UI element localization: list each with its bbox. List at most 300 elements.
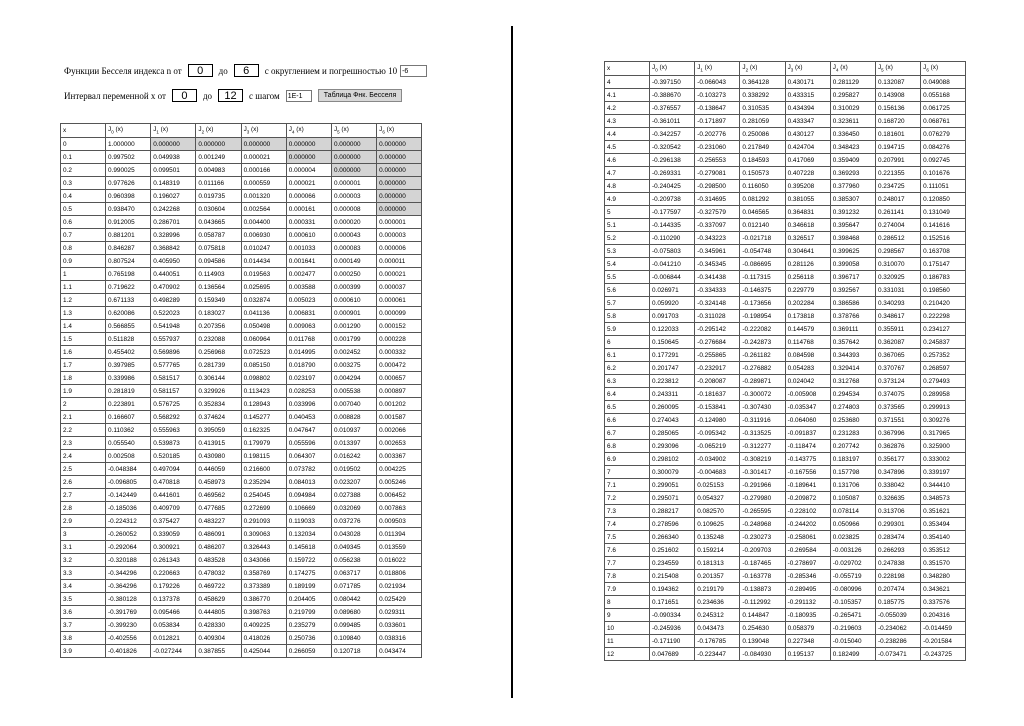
bessel-value-cell: 0.009503 xyxy=(377,515,422,528)
bessel-value-cell: 0.381055 xyxy=(785,193,830,206)
bessel-value-cell: 0.023207 xyxy=(331,476,376,489)
bessel-value-cell: 0.094984 xyxy=(286,489,331,502)
table-header-row xyxy=(605,62,966,76)
table-row xyxy=(605,76,966,89)
rounding-label xyxy=(265,66,397,76)
bessel-value-cell: 0.195137 xyxy=(785,648,830,661)
bessel-value-cell: 0.391232 xyxy=(830,206,875,219)
bessel-value-cell: 0.150573 xyxy=(740,167,785,180)
x-value-cell: 2 xyxy=(61,398,106,411)
table-row xyxy=(605,622,966,635)
table-row xyxy=(61,528,422,541)
bessel-value-cell: 0.076279 xyxy=(921,128,966,141)
x-value-cell: 0.4 xyxy=(61,190,106,203)
bessel-value-cell: 0.374624 xyxy=(196,411,241,424)
bessel-value-cell: 0.425044 xyxy=(241,645,286,658)
bessel-value-cell: 0.019735 xyxy=(196,190,241,203)
index-range-controls xyxy=(61,64,430,77)
bessel-value-cell: 0.000399 xyxy=(331,281,376,294)
x-value-cell: 4.4 xyxy=(605,128,650,141)
table-row xyxy=(61,164,422,177)
bessel-value-cell: 0.765198 xyxy=(106,268,151,281)
table-row xyxy=(61,333,422,346)
x-value-cell: 7.3 xyxy=(605,505,650,518)
bessel-value-cell: 0.120718 xyxy=(331,645,376,658)
table-row xyxy=(605,440,966,453)
bessel-value-cell: 0.373124 xyxy=(875,375,920,388)
bessel-value-cell: 0.000011 xyxy=(377,255,422,268)
bessel-value-cell: 0.326443 xyxy=(241,541,286,554)
table-row xyxy=(61,190,422,203)
bessel-value-cell: -0.090334 xyxy=(650,609,695,622)
bessel-value-cell: 0.000331 xyxy=(286,216,331,229)
x-value-cell: 7 xyxy=(605,466,650,479)
bessel-value-cell: 0.253680 xyxy=(830,414,875,427)
x-value-cell: 2.2 xyxy=(61,424,106,437)
bessel-value-cell: 0.001799 xyxy=(331,333,376,346)
bessel-value-cell: -0.269331 xyxy=(650,167,695,180)
bessel-value-cell: -0.208087 xyxy=(695,375,740,388)
x-value-cell: 2.6 xyxy=(61,476,106,489)
bessel-column-header xyxy=(921,62,966,76)
bessel-value-cell: 0.000021 xyxy=(377,268,422,281)
bessel-value-cell: -0.075803 xyxy=(650,245,695,258)
bessel-value-cell: 0.000000 xyxy=(151,138,196,151)
table-row xyxy=(605,232,966,245)
bessel-value-cell: 0.043028 xyxy=(331,528,376,541)
bessel-value-cell: 0.338292 xyxy=(740,89,785,102)
table-row xyxy=(605,245,966,258)
bessel-value-cell: 0.185775 xyxy=(875,596,920,609)
bessel-value-cell: 0.207991 xyxy=(875,154,920,167)
bessel-value-cell: -0.300072 xyxy=(740,388,785,401)
bessel-value-cell: -0.279980 xyxy=(740,492,785,505)
bessel-value-cell: -0.341438 xyxy=(695,271,740,284)
bessel-value-cell: -0.248968 xyxy=(740,518,785,531)
table-row xyxy=(605,544,966,557)
x-value-cell: 2.3 xyxy=(61,437,106,450)
bessel-value-cell: -0.034902 xyxy=(695,453,740,466)
bessel-value-cell: 0.455402 xyxy=(106,346,151,359)
bessel-value-cell: 0.098802 xyxy=(241,372,286,385)
x-value-cell: 0.6 xyxy=(61,216,106,229)
table-row xyxy=(61,203,422,216)
bessel-value-cell: 0.095466 xyxy=(151,606,196,619)
bessel-value-cell: -0.234062 xyxy=(875,622,920,635)
bessel-value-cell: -0.245936 xyxy=(650,622,695,635)
bessel-value-cell: 0.960398 xyxy=(106,190,151,203)
bessel-value-cell: 0.113423 xyxy=(241,385,286,398)
bessel-value-cell: 0.413915 xyxy=(196,437,241,450)
bessel-value-cell: 0.173818 xyxy=(785,310,830,323)
bessel-column-header xyxy=(830,62,875,76)
x-value-cell: 1.9 xyxy=(61,385,106,398)
bessel-value-cell: 0.150645 xyxy=(650,336,695,349)
bessel-value-cell: 0.288217 xyxy=(650,505,695,518)
bessel-value-cell: 0.059920 xyxy=(650,297,695,310)
bessel-value-cell: -0.202776 xyxy=(695,128,740,141)
bessel-value-cell: -0.185036 xyxy=(106,502,151,515)
bessel-symbol: J xyxy=(787,64,791,71)
bessel-value-cell: 0.256968 xyxy=(196,346,241,359)
index-to-input[interactable]: 6 xyxy=(234,64,259,77)
bessel-value-cell: 0.000066 xyxy=(286,190,331,203)
bessel-value-cell: 0.221355 xyxy=(875,167,920,180)
x-value-cell: 0.2 xyxy=(61,164,106,177)
bessel-value-cell: 0.000559 xyxy=(241,177,286,190)
bessel-value-cell: 0.317965 xyxy=(921,427,966,440)
bessel-value-cell: 0.339197 xyxy=(921,466,966,479)
bessel-value-cell: 0.353512 xyxy=(921,544,966,557)
bessel-value-cell: -0.261182 xyxy=(740,349,785,362)
bessel-value-cell: 0.012821 xyxy=(151,632,196,645)
bessel-value-cell: 0.114903 xyxy=(196,268,241,281)
x-value-cell: 6.8 xyxy=(605,440,650,453)
x-value-cell: 10 xyxy=(605,622,650,635)
x-value-cell: 1.3 xyxy=(61,307,106,320)
bessel-value-cell: 0.295071 xyxy=(650,492,695,505)
table-row xyxy=(605,258,966,271)
bessel-value-cell: 0.215408 xyxy=(650,570,695,583)
bessel-value-cell: 0.043665 xyxy=(196,216,241,229)
bessel-argument: (x) xyxy=(702,64,713,71)
bessel-value-cell: -0.112992 xyxy=(740,596,785,609)
bessel-value-cell: 0.364831 xyxy=(785,206,830,219)
bessel-value-cell: -0.223447 xyxy=(695,648,740,661)
bessel-value-cell: 0.064307 xyxy=(286,450,331,463)
bessel-value-cell: 0.131049 xyxy=(921,206,966,219)
bessel-table-right xyxy=(604,61,966,661)
bessel-value-cell: 0.049345 xyxy=(331,541,376,554)
x-value-cell: 1.8 xyxy=(61,372,106,385)
table-row xyxy=(605,596,966,609)
bessel-value-cell: -0.256553 xyxy=(695,154,740,167)
bessel-value-cell: 0.068761 xyxy=(921,115,966,128)
bessel-value-cell: 0.002653 xyxy=(377,437,422,450)
bessel-value-cell: -0.029702 xyxy=(830,557,875,570)
bessel-value-cell: 0.223891 xyxy=(106,398,151,411)
bessel-value-cell: 0.204405 xyxy=(286,593,331,606)
bessel-value-cell: 0.075818 xyxy=(196,242,241,255)
bessel-value-cell: -0.142449 xyxy=(106,489,151,502)
bessel-value-cell: 0.555963 xyxy=(151,424,196,437)
bessel-value-cell: 0.254045 xyxy=(241,489,286,502)
bessel-value-cell: -0.171897 xyxy=(695,115,740,128)
bessel-value-cell: 0.004225 xyxy=(377,463,422,476)
bessel-value-cell: 0.016022 xyxy=(377,554,422,567)
bessel-column-header xyxy=(695,62,740,76)
bessel-value-cell: 0.010937 xyxy=(331,424,376,437)
bessel-value-cell: 0.235294 xyxy=(241,476,286,489)
bessel-value-cell: 0.000897 xyxy=(377,385,422,398)
bessel-value-cell: -0.298500 xyxy=(695,180,740,193)
x-value-cell: 3.8 xyxy=(61,632,106,645)
bessel-value-cell: 0.386586 xyxy=(830,297,875,310)
bessel-value-cell: 0.417069 xyxy=(785,154,830,167)
bessel-value-cell: 0.181601 xyxy=(875,128,920,141)
table-row xyxy=(605,323,966,336)
x-value-cell: 7.5 xyxy=(605,531,650,544)
bessel-value-cell: 0.248017 xyxy=(875,193,920,206)
bessel-value-cell: 0.043474 xyxy=(377,645,422,658)
bessel-value-cell: 0.084013 xyxy=(286,476,331,489)
bessel-value-cell: 0.358769 xyxy=(241,567,286,580)
bessel-value-cell: 0.050498 xyxy=(241,320,286,333)
bessel-value-cell: 0.000000 xyxy=(196,138,241,151)
bessel-value-cell: 0.348617 xyxy=(875,310,920,323)
bessel-value-cell: 0.081292 xyxy=(740,193,785,206)
bessel-value-cell: 0.229779 xyxy=(785,284,830,297)
bessel-index: 1 xyxy=(156,129,159,135)
bessel-value-cell: 0.092745 xyxy=(921,154,966,167)
bessel-value-cell: 0.144579 xyxy=(785,323,830,336)
bessel-value-cell: 0.000043 xyxy=(331,229,376,242)
bessel-value-cell: 0.990025 xyxy=(106,164,151,177)
bessel-value-cell: 0.047647 xyxy=(286,424,331,437)
bessel-value-cell: 0.671133 xyxy=(106,294,151,307)
bessel-value-cell: -0.361011 xyxy=(650,115,695,128)
bessel-value-cell: 0.001641 xyxy=(286,255,331,268)
bessel-value-cell: 0.179226 xyxy=(151,580,196,593)
table-row xyxy=(61,437,422,450)
bessel-table-button[interactable]: Таблица Фнк. Бесселя xyxy=(318,89,403,102)
bessel-value-cell: 0.557937 xyxy=(151,333,196,346)
bessel-value-cell: 0.430171 xyxy=(785,76,830,89)
bessel-value-cell: 0.274043 xyxy=(650,414,695,427)
bessel-index: 3 xyxy=(790,67,794,73)
bessel-value-cell: 0.021934 xyxy=(377,580,422,593)
table-row xyxy=(605,570,966,583)
bessel-value-cell: 0.119033 xyxy=(286,515,331,528)
bessel-value-cell: 0.346618 xyxy=(785,219,830,232)
x-value-cell: 3.9 xyxy=(61,645,106,658)
bessel-value-cell: -0.021718 xyxy=(740,232,785,245)
bessel-value-cell: 0.091703 xyxy=(650,310,695,323)
bessel-value-cell: 0.000152 xyxy=(377,320,422,333)
bessel-value-cell: 0.234127 xyxy=(921,323,966,336)
table-row xyxy=(605,271,966,284)
x-value-cell: 7.1 xyxy=(605,479,650,492)
step-input[interactable]: 1E-1 xyxy=(286,90,312,102)
bessel-value-cell: 0.520185 xyxy=(151,450,196,463)
bessel-value-cell: 0.266059 xyxy=(286,645,331,658)
bessel-value-cell: -0.258061 xyxy=(785,531,830,544)
bessel-value-cell: 0.128943 xyxy=(241,398,286,411)
bessel-value-cell: 0.004294 xyxy=(331,372,376,385)
table-row xyxy=(605,427,966,440)
bessel-value-cell: 0.343621 xyxy=(921,583,966,596)
bessel-value-cell: -0.276684 xyxy=(695,336,740,349)
x-value-cell: 0.7 xyxy=(61,229,106,242)
bessel-value-cell: 0.000332 xyxy=(377,346,422,359)
bessel-value-cell: 0.340293 xyxy=(875,297,920,310)
x-value-cell: 4.5 xyxy=(605,141,650,154)
bessel-value-cell: -0.167556 xyxy=(785,466,830,479)
bessel-value-cell: 0.370767 xyxy=(875,362,920,375)
bessel-value-cell: 0.198115 xyxy=(241,450,286,463)
bessel-value-cell: 0.356177 xyxy=(875,453,920,466)
bessel-value-cell: 0.298567 xyxy=(875,245,920,258)
bessel-table-left xyxy=(60,123,422,658)
x-value-cell: 5.7 xyxy=(605,297,650,310)
bessel-value-cell: 0.392567 xyxy=(830,284,875,297)
bessel-value-cell: 0.000000 xyxy=(377,138,422,151)
bessel-value-cell: 0.085150 xyxy=(241,359,286,372)
table-row xyxy=(61,138,422,151)
bessel-value-cell: 0.409225 xyxy=(241,619,286,632)
bessel-value-cell: -0.342257 xyxy=(650,128,695,141)
bessel-value-cell: 0.387855 xyxy=(196,645,241,658)
bessel-value-cell: 0.283474 xyxy=(875,531,920,544)
bessel-value-cell: 0.000020 xyxy=(331,216,376,229)
bessel-value-cell: 0.424704 xyxy=(785,141,830,154)
table-row xyxy=(605,336,966,349)
bessel-index: 6 xyxy=(926,67,929,73)
x-value-cell: 7.7 xyxy=(605,557,650,570)
bessel-value-cell: 0.281126 xyxy=(785,258,830,271)
bessel-value-cell: -0.138647 xyxy=(695,102,740,115)
bessel-value-cell: 0.000000 xyxy=(286,151,331,164)
bessel-value-cell: -0.314695 xyxy=(695,193,740,206)
bessel-value-cell: 0.000061 xyxy=(377,294,422,307)
bessel-value-cell: 0.312768 xyxy=(830,375,875,388)
x-value-cell: 4.7 xyxy=(605,167,650,180)
table-row xyxy=(61,502,422,515)
bessel-value-cell: 0.019502 xyxy=(331,463,376,476)
bessel-value-cell: 0.177291 xyxy=(650,349,695,362)
precision-input[interactable]: -6 xyxy=(400,65,427,77)
bessel-value-cell: 0.268597 xyxy=(921,362,966,375)
table-row xyxy=(61,632,422,645)
table-row xyxy=(61,151,422,164)
bessel-value-cell: -0.308219 xyxy=(740,453,785,466)
bessel-index: 4 xyxy=(835,67,839,73)
bessel-value-cell: 0.997502 xyxy=(106,151,151,164)
bessel-index: 3 xyxy=(246,129,250,135)
bessel-value-cell: 0.008828 xyxy=(331,411,376,424)
bessel-value-cell: 0.329414 xyxy=(830,362,875,375)
bessel-value-cell: 0.881201 xyxy=(106,229,151,242)
bessel-value-cell: 0.398468 xyxy=(830,232,875,245)
bessel-value-cell: 0.470902 xyxy=(151,281,196,294)
bessel-value-cell: 0.478032 xyxy=(196,567,241,580)
table-row xyxy=(605,609,966,622)
bessel-value-cell: 0.001320 xyxy=(241,190,286,203)
bessel-value-cell: 0.111051 xyxy=(921,180,966,193)
bessel-value-cell: -0.177597 xyxy=(650,206,695,219)
bessel-value-cell: 0.281059 xyxy=(740,115,785,128)
bessel-value-cell: -0.086695 xyxy=(740,258,785,271)
bessel-value-cell: 0.080442 xyxy=(331,593,376,606)
x-value-cell: 0.5 xyxy=(61,203,106,216)
bessel-value-cell: -0.003126 xyxy=(830,544,875,557)
bessel-value-cell: 0.114768 xyxy=(785,336,830,349)
bessel-value-cell: 0.470818 xyxy=(151,476,196,489)
bessel-value-cell: 0.320925 xyxy=(875,271,920,284)
bessel-value-cell: 0.110362 xyxy=(106,424,151,437)
bessel-value-cell: 0.013397 xyxy=(331,437,376,450)
x-range-label: Интервал переменной x от xyxy=(64,90,166,101)
bessel-value-cell: -0.055039 xyxy=(875,609,920,622)
bessel-value-cell: 0.175147 xyxy=(921,258,966,271)
table-row xyxy=(61,424,422,437)
x-value-cell: 4.9 xyxy=(605,193,650,206)
bessel-value-cell: 0.005023 xyxy=(286,294,331,307)
bessel-value-cell: -0.401826 xyxy=(106,645,151,658)
bessel-value-cell: 0.576725 xyxy=(151,398,196,411)
bessel-value-cell: 0.272699 xyxy=(241,502,286,515)
bessel-value-cell: 0.181313 xyxy=(695,557,740,570)
bessel-value-cell: 0.004400 xyxy=(241,216,286,229)
bessel-value-cell: 0.000610 xyxy=(286,229,331,242)
x-to-input[interactable]: 12 xyxy=(218,89,243,102)
bessel-index: 0 xyxy=(111,129,114,135)
bessel-value-cell: 0.000161 xyxy=(286,203,331,216)
table-row xyxy=(605,583,966,596)
table-row xyxy=(61,359,422,372)
bessel-value-cell: 0.396717 xyxy=(830,271,875,284)
bessel-value-cell: 0.132034 xyxy=(286,528,331,541)
bessel-value-cell: 0.027388 xyxy=(331,489,376,502)
bessel-value-cell: 0.007863 xyxy=(377,502,422,515)
bessel-value-cell: 0.299913 xyxy=(921,401,966,414)
bessel-value-cell: 0.323611 xyxy=(830,115,875,128)
x-from-input[interactable]: 0 xyxy=(172,89,197,102)
bessel-value-cell: 0.348423 xyxy=(830,141,875,154)
x-value-cell: 1.4 xyxy=(61,320,106,333)
bessel-value-cell: -0.201584 xyxy=(921,635,966,648)
bessel-value-cell: 0.352834 xyxy=(196,398,241,411)
bessel-value-cell: 0.977626 xyxy=(106,177,151,190)
bessel-value-cell: -0.232917 xyxy=(695,362,740,375)
bessel-argument: (x) xyxy=(928,64,939,71)
bessel-value-cell: 0.227348 xyxy=(785,635,830,648)
bessel-value-cell: 0.278596 xyxy=(650,518,695,531)
bessel-value-cell: 0.043473 xyxy=(695,622,740,635)
x-value-cell: 6.1 xyxy=(605,349,650,362)
bessel-value-cell: 0.131706 xyxy=(830,479,875,492)
bessel-value-cell: 0.202284 xyxy=(785,297,830,310)
bessel-value-cell: -0.198954 xyxy=(740,310,785,323)
index-from-input[interactable]: 0 xyxy=(188,64,213,77)
bessel-value-cell: 0.234559 xyxy=(650,557,695,570)
bessel-value-cell: 0.581157 xyxy=(151,385,196,398)
x-value-cell: 4.1 xyxy=(605,89,650,102)
bessel-value-cell: 0.286512 xyxy=(875,232,920,245)
table-row xyxy=(61,320,422,333)
x-value-cell: 6.4 xyxy=(605,388,650,401)
bessel-value-cell: 0.144847 xyxy=(740,609,785,622)
x-value-cell: 7.8 xyxy=(605,570,650,583)
bessel-value-cell: 0.568292 xyxy=(151,411,196,424)
bessel-value-cell: 0.395059 xyxy=(196,424,241,437)
x-value-cell: 1.2 xyxy=(61,294,106,307)
bessel-value-cell: 0.569896 xyxy=(151,346,196,359)
bessel-symbol: J xyxy=(742,64,746,71)
x-value-cell: 5.1 xyxy=(605,219,650,232)
table-row xyxy=(61,476,422,489)
bessel-index: 1 xyxy=(700,67,703,73)
bessel-value-cell: 0.433347 xyxy=(785,115,830,128)
bessel-column-header xyxy=(650,62,695,76)
bessel-column-header xyxy=(740,62,785,76)
bessel-value-cell: 0.367065 xyxy=(875,349,920,362)
bessel-value-cell: -0.209738 xyxy=(650,193,695,206)
x-value-cell: 3.2 xyxy=(61,554,106,567)
x-range-controls xyxy=(61,89,405,102)
bessel-value-cell: 0.055540 xyxy=(106,437,151,450)
bessel-value-cell: 0.003588 xyxy=(286,281,331,294)
